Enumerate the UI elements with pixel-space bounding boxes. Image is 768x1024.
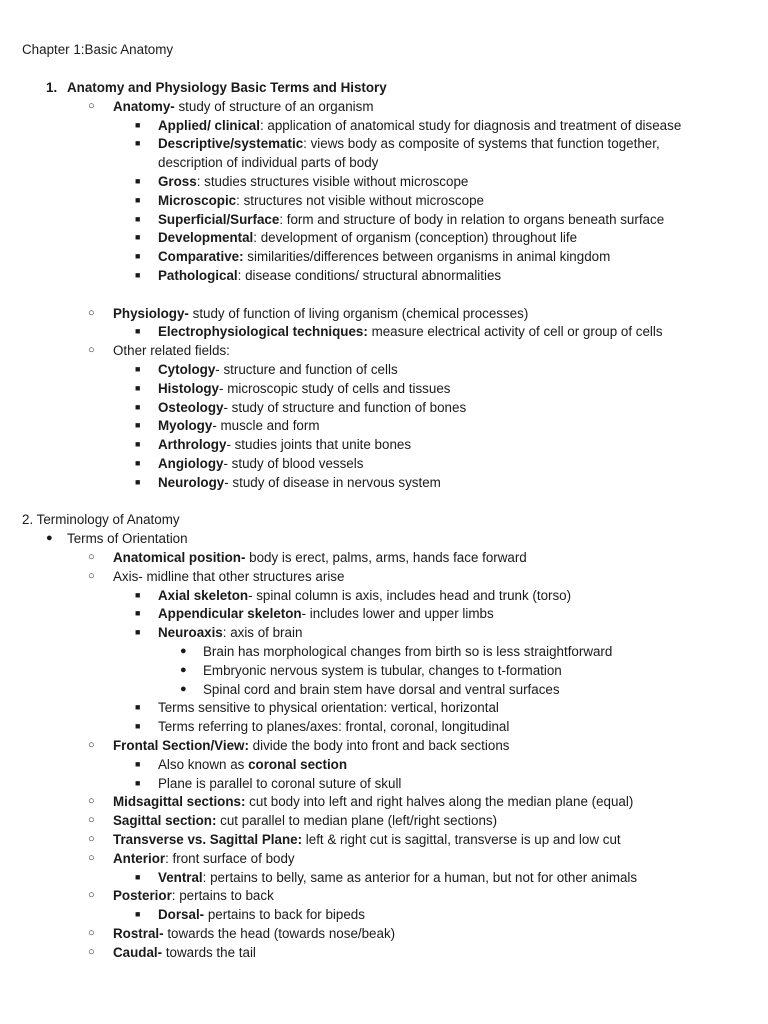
definition-text: - study of structure and function of bones <box>223 400 467 415</box>
definition-text: body is erect, palms, arms, hands face forward <box>245 550 527 565</box>
outline-item <box>158 360 398 379</box>
term-label: Applied/ clinical <box>158 118 260 133</box>
definition-text: : views body as composite of systems that function together, <box>303 136 660 151</box>
term-label: Comparative: <box>158 249 244 264</box>
definition-text: Axis- midline that other structures arise <box>113 569 345 584</box>
outline-item <box>113 736 509 755</box>
outline-item <box>113 304 528 323</box>
definition-text: : structures not visible without microscope <box>236 193 484 208</box>
term-label: Rostral- <box>113 926 164 941</box>
term-label: Microscopic <box>158 193 237 208</box>
definition-text: : pertains to belly, same as anterior for a human, but not for other animals <box>202 870 638 885</box>
term-label: Arthrology <box>158 437 227 452</box>
definition-text: : application of anatomical study for diagnosis and treatment of disease <box>259 118 682 133</box>
definition-text: left & right cut is sagittal, transverse is up and low cut <box>302 832 621 847</box>
definition-text: : front surface of body <box>165 851 295 866</box>
circle-bullet-icon: ○ <box>88 100 95 112</box>
definition-text: divide the body into front and back sections <box>248 738 510 753</box>
outline-item <box>158 905 365 924</box>
term-label: Ventral <box>158 870 203 885</box>
circle-bullet-icon: ○ <box>88 739 95 751</box>
term-label: Neurology <box>158 475 225 490</box>
outline-item <box>158 586 571 605</box>
outline-item <box>203 642 612 661</box>
list-number: 1. <box>46 80 58 95</box>
term-label: Anatomy and Physiology Basic Terms and History <box>67 80 387 95</box>
outline-item <box>203 661 562 680</box>
outline-item <box>158 247 610 266</box>
outline-item <box>67 78 387 97</box>
definition-text: similarities/differences between organisms in animal kingdom <box>243 249 611 264</box>
definition-text: Plane is parallel to coronal suture of skull <box>158 776 402 791</box>
definition-text: pertains to back for bipeds <box>204 907 365 922</box>
circle-bullet-icon: ○ <box>88 814 95 826</box>
definition-text: - study of blood vessels <box>223 456 364 471</box>
outline-item <box>158 473 441 492</box>
outline-item <box>158 191 484 210</box>
disc-bullet-icon: ● <box>180 683 187 695</box>
definition-text: study of structure of an organism <box>174 99 374 114</box>
term-label: Dorsal- <box>158 907 205 922</box>
definition-text: Terms of Orientation <box>67 531 188 546</box>
definition-text: : development of organism (conception) throughout life <box>253 230 578 245</box>
definition-text: : form and structure of body in relation to organs beneath surface <box>279 212 665 227</box>
definition-text: Brain has morphological changes from birth so is less straightforward <box>203 644 613 659</box>
definition-text: Other related fields: <box>113 343 230 358</box>
outline-item <box>158 454 363 473</box>
outline-item <box>158 623 302 642</box>
term-label: Axial skeleton <box>158 588 249 603</box>
definition-text: measure electrical activity of cell or group of cells <box>367 324 663 339</box>
circle-bullet-icon: ○ <box>88 852 95 864</box>
term-label: Gross <box>158 174 197 189</box>
definition-text: towards the head (towards nose/beak) <box>163 926 396 941</box>
definition-text: - includes lower and upper limbs <box>301 606 494 621</box>
outline-item <box>158 416 319 435</box>
square-bullet-icon: ■ <box>135 402 141 412</box>
outline-item <box>113 341 230 360</box>
definition-text: Terms referring to planes/axes: frontal, coronal, longitudinal <box>158 719 510 734</box>
term-label: Anterior <box>113 851 166 866</box>
definition-text: towards the tail <box>162 945 256 960</box>
outline-item <box>113 548 527 567</box>
square-bullet-icon: ■ <box>135 458 141 468</box>
outline-item <box>158 322 663 341</box>
term-label: Transverse vs. Sagittal Plane: <box>113 832 303 847</box>
square-bullet-icon: ■ <box>135 909 141 919</box>
definition-text: : pertains to back <box>171 888 274 903</box>
square-bullet-icon: ■ <box>135 270 141 280</box>
definition-text: - microscopic study of cells and tissues <box>219 381 451 396</box>
square-bullet-icon: ■ <box>135 721 141 731</box>
term-label: Osteology <box>158 400 224 415</box>
outline-item <box>158 868 637 887</box>
outline-item <box>158 379 450 398</box>
square-bullet-icon: ■ <box>135 251 141 261</box>
definition-text: Also known as <box>158 757 249 772</box>
square-bullet-icon: ■ <box>135 120 141 130</box>
outline-item <box>158 755 347 774</box>
square-bullet-icon: ■ <box>135 176 141 186</box>
definition-text: Spinal cord and brain stem have dorsal and ventral surfaces <box>203 682 560 697</box>
outline-item <box>158 172 468 191</box>
outline-item <box>67 529 188 548</box>
circle-bullet-icon: ○ <box>88 307 95 319</box>
outline-item <box>158 116 681 135</box>
square-bullet-icon: ■ <box>135 627 141 637</box>
outline-item <box>113 849 295 868</box>
term-label: coronal section <box>248 757 348 772</box>
outline-item <box>158 435 411 454</box>
outline-item <box>158 398 466 417</box>
definition-text: - study of disease in nervous system <box>224 475 441 490</box>
square-bullet-icon: ■ <box>135 590 141 600</box>
outline-item <box>113 97 373 116</box>
term-label: Cytology <box>158 362 216 377</box>
definition-text: description of individual parts of body <box>158 155 379 170</box>
term-label: Histology <box>158 381 220 396</box>
term-label: Superficial/Surface <box>158 212 280 227</box>
square-bullet-icon: ■ <box>135 232 141 242</box>
definition-text: cut body into left and right halves along the median plane (equal) <box>245 794 634 809</box>
definition-text: - muscle and form <box>212 418 320 433</box>
outline-item <box>158 153 378 172</box>
outline-item <box>113 924 395 943</box>
circle-bullet-icon: ○ <box>88 795 95 807</box>
outline-item <box>113 886 274 905</box>
term-label: Anatomical position- <box>113 550 246 565</box>
outline-item <box>158 698 499 717</box>
definition-text: : studies structures visible without microscope <box>196 174 469 189</box>
term-label: Angiology <box>158 456 224 471</box>
square-bullet-icon: ■ <box>135 420 141 430</box>
term-label: Sagittal section: <box>113 813 217 828</box>
disc-bullet-icon: ● <box>180 664 187 676</box>
document-title: Chapter 1:Basic Anatomy <box>22 42 174 57</box>
term-label: Physiology- <box>113 306 189 321</box>
term-label: Posterior <box>113 888 172 903</box>
term-label: Pathological <box>158 268 238 283</box>
square-bullet-icon: ■ <box>135 477 141 487</box>
term-label: Frontal Section/View: <box>113 738 249 753</box>
circle-bullet-icon: ○ <box>88 889 95 901</box>
outline-item <box>158 134 660 153</box>
definition-text: Terms sensitive to physical orientation: vertical, horizontal <box>158 700 499 715</box>
definition-text: - spinal column is axis, includes head and trunk (torso) <box>248 588 572 603</box>
circle-bullet-icon: ○ <box>88 570 95 582</box>
definition-text: study of function of living organism (chemical processes) <box>188 306 529 321</box>
term-label: Neuroaxis <box>158 625 223 640</box>
term-label: Developmental <box>158 230 254 245</box>
square-bullet-icon: ■ <box>135 759 141 769</box>
square-bullet-icon: ■ <box>135 439 141 449</box>
definition-text: : disease conditions/ structural abnormalities <box>237 268 502 283</box>
term-label: Anatomy- <box>113 99 175 114</box>
disc-bullet-icon: ● <box>180 645 187 657</box>
definition-text: 2. Terminology of Anatomy <box>22 512 180 527</box>
disc-bullet-icon: ● <box>46 532 53 544</box>
term-label: Descriptive/systematic <box>158 136 304 151</box>
outline-item <box>113 943 256 962</box>
outline-item <box>113 830 621 849</box>
outline-item <box>113 811 497 830</box>
definition-text: cut parallel to median plane (left/right sections) <box>216 813 498 828</box>
definition-text: Embryonic nervous system is tubular, changes to t-formation <box>203 663 562 678</box>
definition-text: : axis of brain <box>222 625 303 640</box>
circle-bullet-icon: ○ <box>88 833 95 845</box>
outline-item <box>158 717 509 736</box>
square-bullet-icon: ■ <box>135 778 141 788</box>
square-bullet-icon: ■ <box>135 326 141 336</box>
square-bullet-icon: ■ <box>135 195 141 205</box>
outline-item <box>22 510 180 529</box>
square-bullet-icon: ■ <box>135 702 141 712</box>
term-label: Caudal- <box>113 945 163 960</box>
square-bullet-icon: ■ <box>135 383 141 393</box>
term-label: Electrophysiological techniques: <box>158 324 368 339</box>
square-bullet-icon: ■ <box>135 138 141 148</box>
outline-item <box>113 567 344 586</box>
square-bullet-icon: ■ <box>135 364 141 374</box>
outline-item <box>113 792 633 811</box>
circle-bullet-icon: ○ <box>88 946 95 958</box>
square-bullet-icon: ■ <box>135 214 141 224</box>
outline-item <box>158 210 664 229</box>
term-label: Appendicular skeleton <box>158 606 302 621</box>
outline-item <box>203 680 560 699</box>
circle-bullet-icon: ○ <box>88 344 95 356</box>
outline-item <box>158 266 501 285</box>
definition-text: - studies joints that unite bones <box>226 437 412 452</box>
definition-text: - structure and function of cells <box>215 362 398 377</box>
square-bullet-icon: ■ <box>135 608 141 618</box>
outline-item <box>158 604 494 623</box>
outline-item <box>158 228 577 247</box>
term-label: Midsagittal sections: <box>113 794 246 809</box>
circle-bullet-icon: ○ <box>88 551 95 563</box>
circle-bullet-icon: ○ <box>88 927 95 939</box>
square-bullet-icon: ■ <box>135 872 141 882</box>
outline-item <box>158 774 401 793</box>
term-label: Myology <box>158 418 213 433</box>
